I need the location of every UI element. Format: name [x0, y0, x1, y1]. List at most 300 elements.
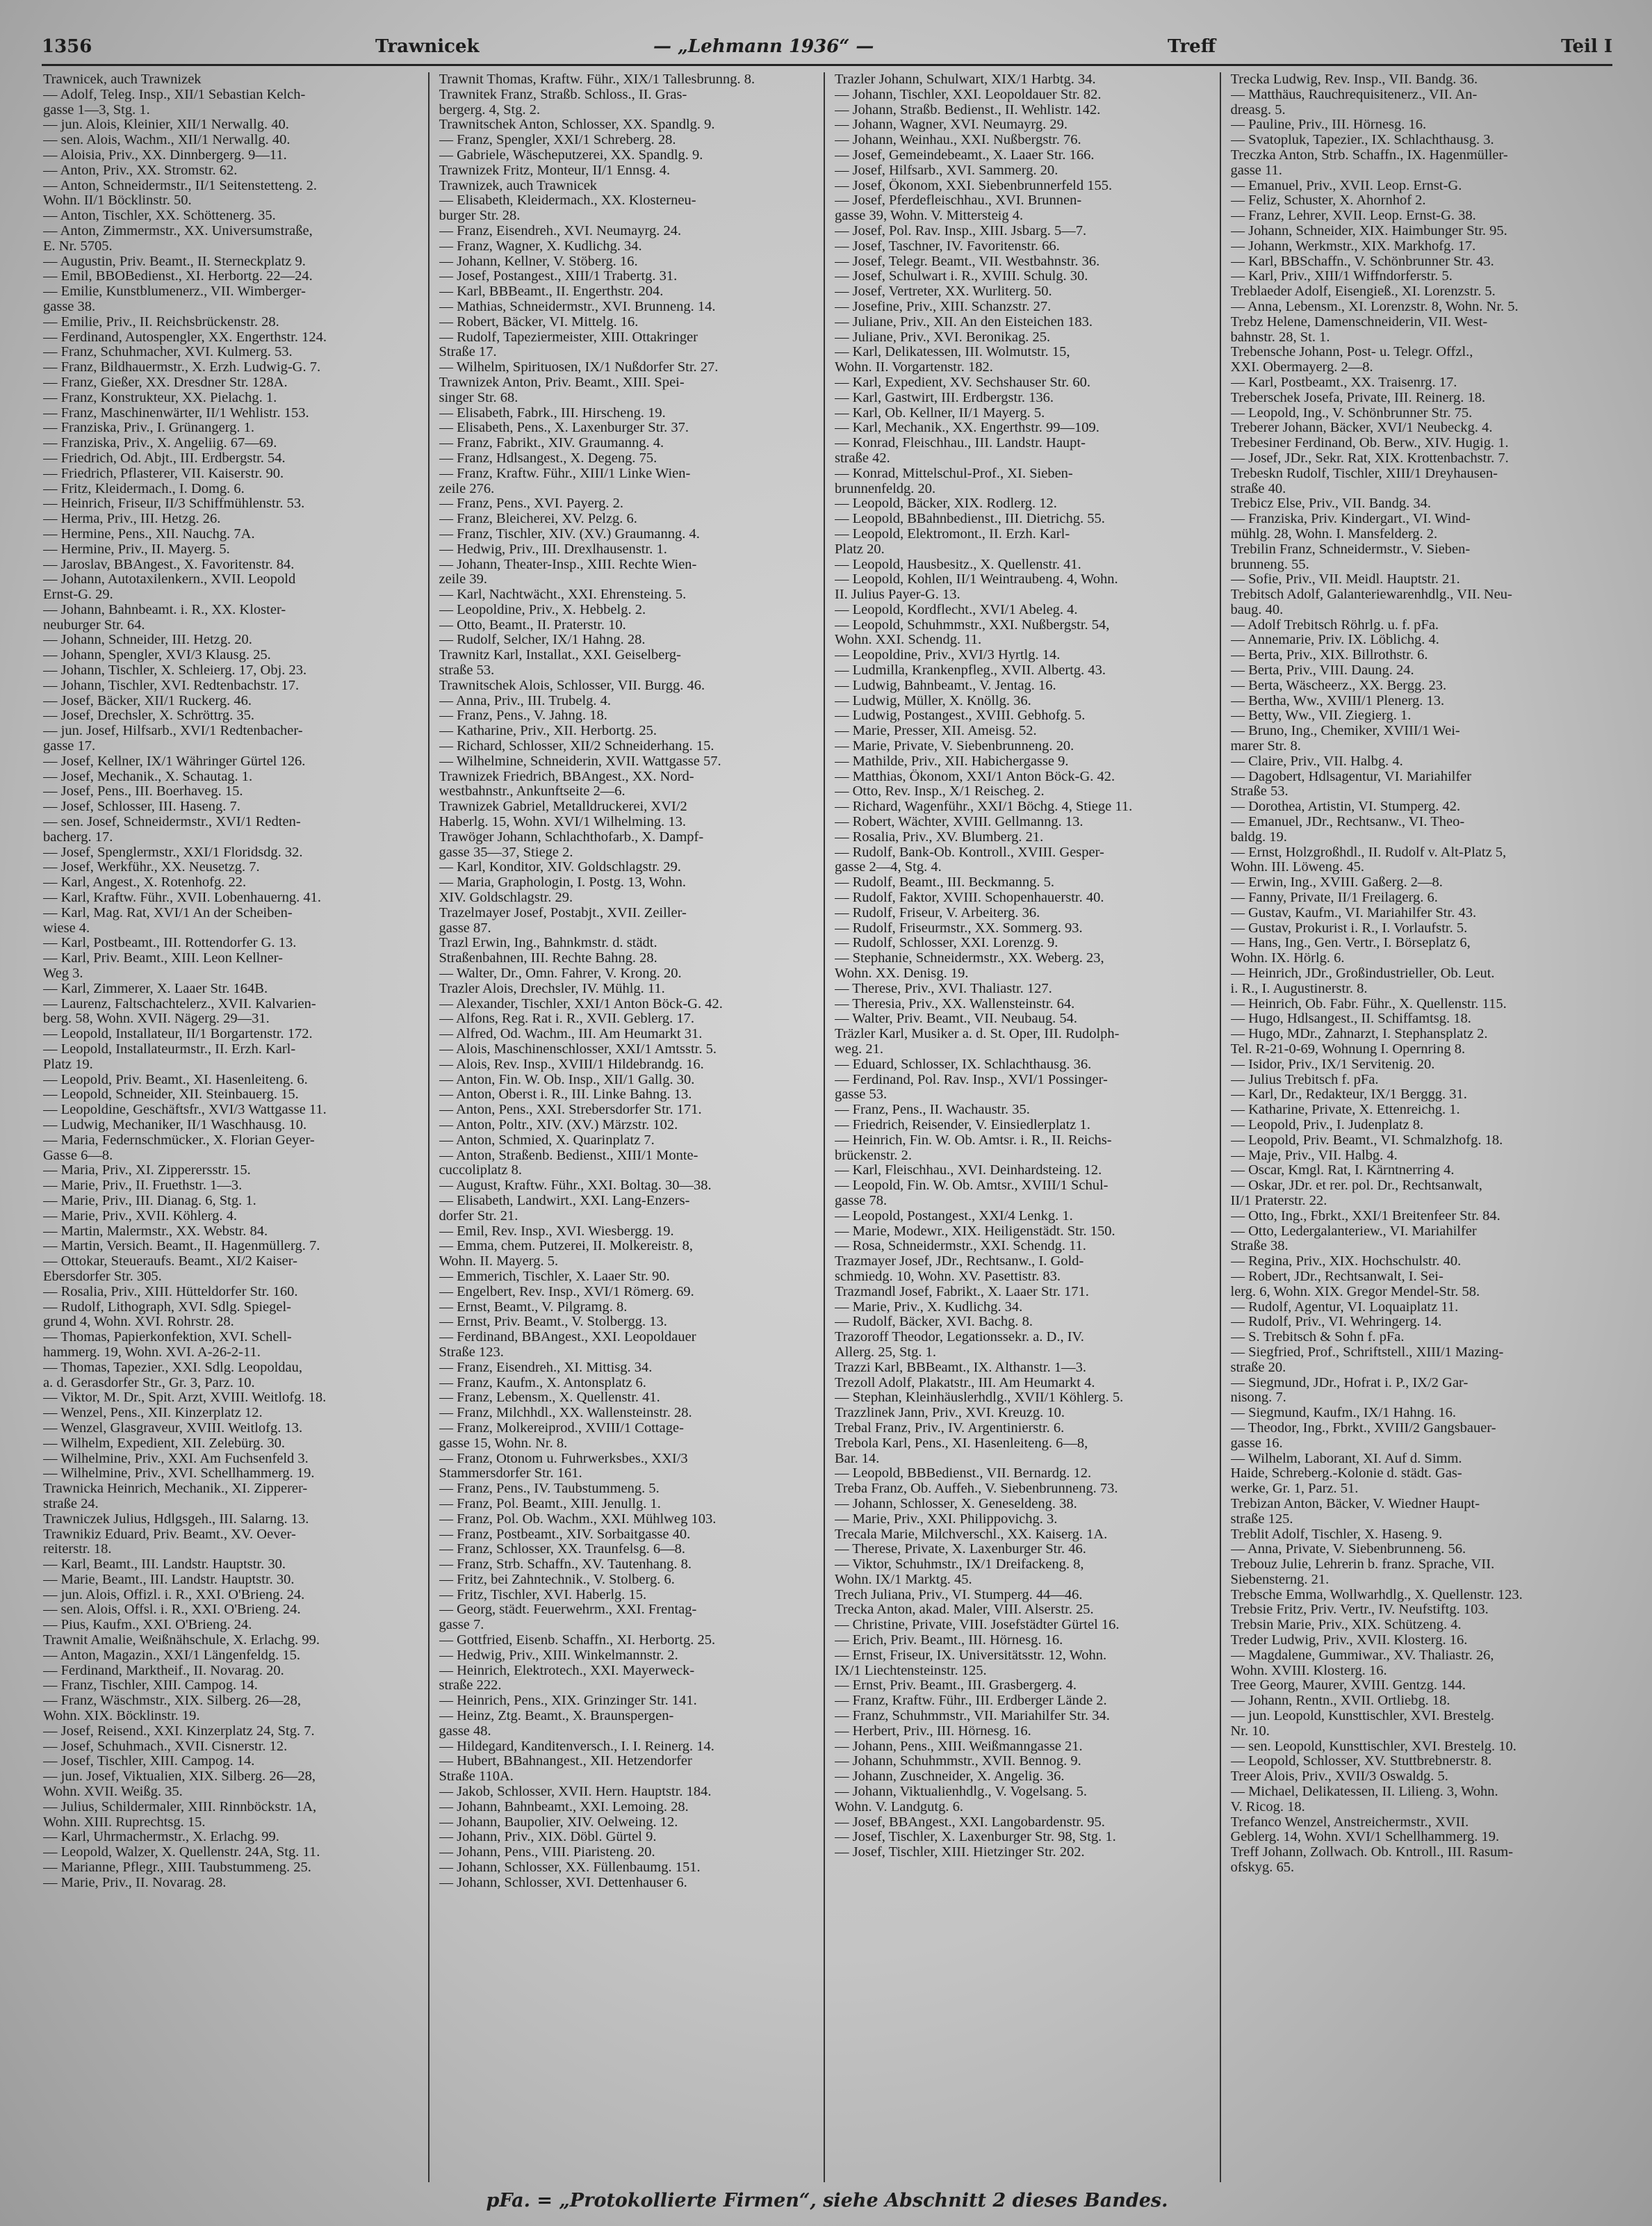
- directory-entry-line: — Leopold, Schuhmmstr., XXI. Nußbergstr. 54,: [835, 617, 1110, 633]
- directory-entry-line: Trawnicek, auch Trawnizek: [43, 72, 202, 87]
- directory-entry-line: — Wilhelm, Laborant, XI. Auf d. Simm.: [1230, 1451, 1462, 1466]
- directory-entry-line: — Josef, Pol. Rav. Insp., XIII. Jsbarg. 5—7.: [835, 223, 1087, 238]
- directory-entry-line: — Franz, Tischler, XIII. Campog. 14.: [43, 1678, 258, 1693]
- directory-entry-line: — Johann, Priv., XIX. Döbl. Gürtel 9.: [439, 1830, 657, 1845]
- directory-entry-line: — Theodor, Ing., Fbrkt., XVIII/2 Gangsbauer-: [1230, 1420, 1496, 1436]
- directory-entry-line: Treba Franz, Ob. Auffeh., V. Siebenbrunneng. 73.: [835, 1481, 1118, 1497]
- directory-entry-line: Trefanco Wenzel, Anstreichermstr., XVII.: [1230, 1814, 1469, 1830]
- directory-entry-line: gasse 53.: [835, 1087, 888, 1103]
- directory-entry-line: ofskyg. 65.: [1230, 1860, 1295, 1876]
- directory-entry-line: — Johann, Werkmstr., XIX. Markhofg. 17.: [1230, 238, 1476, 254]
- directory-entry-line: brückenstr. 2.: [835, 1148, 913, 1163]
- directory-entry-line: Wohn. XXI. Schendg. 11.: [835, 633, 982, 648]
- directory-entry-line: Treberer Johann, Bäcker, XVI/1 Neubeckg. 4.: [1230, 421, 1493, 436]
- directory-entry-line: — Johann, Pens., XIII. Weißmanngasse 21.: [835, 1739, 1083, 1754]
- directory-entry-line: Trebilin Franz, Schneidermstr., V. Sieben-: [1230, 542, 1471, 557]
- directory-entry-line: — Franz, Schuhmmstr., VII. Mariahilfer Str. 34.: [835, 1709, 1110, 1724]
- directory-entry-line: Wohn. II. Mayerg. 5.: [439, 1254, 559, 1269]
- directory-entry-line: — Juliane, Priv., XVI. Beronikag. 25.: [835, 330, 1051, 345]
- directory-entry-line: straße 20.: [1230, 1360, 1286, 1375]
- directory-entry-line: — Johann, Zuschneider, X. Angelig. 36.: [835, 1769, 1065, 1785]
- directory-entry-line: — Jakob, Schlosser, XVII. Hern. Hauptstr. 184.: [439, 1785, 712, 1800]
- directory-entry-line: Trawnizek Anton, Priv. Beamt., XIII. Spei-: [439, 375, 685, 390]
- directory-entry-line: Ebersdorfer Str. 305.: [43, 1269, 162, 1284]
- directory-entry-line: — Ludwig, Postangest., XVIII. Gebhofg. 5.: [835, 708, 1086, 724]
- directory-entry-line: — Hugo, MDr., Zahnarzt, I. Stephansplatz 2.: [1230, 1027, 1488, 1042]
- directory-entry-line: Trawnitschek Alois, Schlosser, VII. Burgg. 46.: [439, 678, 705, 693]
- page-header: [42, 36, 1612, 60]
- directory-entry-line: Trawnizek, auch Trawnicek: [439, 178, 598, 193]
- directory-entry-line: II. Julius Payer-G. 13.: [835, 587, 960, 603]
- directory-entry-line: — Isidor, Priv., IX/1 Servitenig. 20.: [1230, 1057, 1435, 1072]
- directory-entry-line: — Augustin, Priv. Beamt., II. Sterneckplatz 9.: [43, 254, 306, 269]
- directory-entry-line: straße 222.: [439, 1678, 502, 1693]
- directory-entry-line: XXI. Obermayerg. 2—8.: [1230, 360, 1373, 375]
- directory-entry-line: — Alexander, Tischler, XXI/1 Anton Böck-G. 42.: [439, 996, 723, 1012]
- directory-entry-line: — Otto, Ing., Fbrkt., XXI/1 Breitenfeer Str. 84.: [1230, 1208, 1500, 1224]
- directory-entry-line: — Anton, Pens., XXI. Strebersdorfer Str. 171.: [439, 1103, 702, 1118]
- directory-entry-line: — Emil, Rev. Insp., XVI. Wiesbergg. 19.: [439, 1224, 674, 1239]
- directory-entry-line: — Siegfried, Prof., Schriftstell., XIII/1 Mazing-: [1230, 1344, 1504, 1360]
- directory-entry-line: — Marie, Priv., II. Fruethstr. 1—3.: [43, 1178, 243, 1194]
- directory-entry-line: Trawnicka Heinrich, Mechanik., XI. Zipperer-: [43, 1481, 308, 1497]
- directory-entry-line: — Konrad, Mittelschul-Prof., XI. Sieben-: [835, 466, 1073, 481]
- directory-entry-line: — Karl, Fleischhau., XVI. Deinhardsteing. 12.: [835, 1163, 1102, 1178]
- directory-entry-line: — Josef, BBAngest., XXI. Langobardenstr. 95.: [835, 1814, 1105, 1830]
- directory-entry-line: Treff Johann, Zollwach. Ob. Kntroll., III. Rasum-: [1230, 1845, 1514, 1860]
- directory-entry-line: — Karl, Beamt., III. Landstr. Hauptstr. 30.: [43, 1557, 286, 1573]
- directory-entry-line: — Georg, städt. Feuerwehrm., XXI. Frentag-: [439, 1602, 697, 1618]
- directory-entry-line: Trawnitek Franz, Straßb. Schloss., II. Gras-: [439, 87, 687, 102]
- directory-entry-line: Allerg. 25, Stg. 1.: [835, 1344, 936, 1360]
- directory-entry-line: — Josef, Ökonom, XXI. Siebenbrunnerfeld 155.: [835, 178, 1113, 193]
- directory-entry-line: Wohn. XIX. Böcklinstr. 19.: [43, 1709, 200, 1724]
- directory-entry-line: Trebz Helene, Damenschneiderin, VII. West-: [1230, 314, 1488, 330]
- directory-entry-line: — Ferdinand, Autospengler, XX. Engerthstr. 124.: [43, 330, 327, 345]
- directory-entry-line: — Berta, Wäscheerz., XX. Bergg. 23.: [1230, 678, 1447, 693]
- directory-entry-line: Wohn. IX/1 Marktg. 45.: [835, 1572, 972, 1587]
- directory-entry-line: — Ernst, Priv. Beamt., III. Grasbergerg. 4.: [835, 1678, 1077, 1693]
- directory-entry-line: Haberlg. 15, Wohn. XVI/1 Wilhelming. 13.: [439, 815, 686, 830]
- directory-entry-line: II/1 Praterstr. 22.: [1230, 1193, 1327, 1208]
- directory-entry-line: Treder Ludwig, Priv., XVII. Klosterg. 16.: [1230, 1633, 1468, 1648]
- directory-entry-line: — Siegmund, JDr., Hofrat i. P., IX/2 Gar-: [1230, 1375, 1469, 1390]
- directory-entry-line: — Mathias, Schneidermstr., XVI. Brunneng. 14.: [439, 299, 716, 314]
- directory-entry-line: — Heinz, Ztg. Beamt., X. Braunspergen-: [439, 1709, 674, 1724]
- directory-entry-line: Trazoroff Theodor, Legationssekr. a. D., IV.: [835, 1330, 1084, 1345]
- directory-entry-line: E. Nr. 5705.: [43, 238, 113, 254]
- directory-entry-line: — Franz, Schuhmacher, XVI. Kulmerg. 53.: [43, 345, 293, 360]
- directory-entry-line: Treer Alois, Priv., XVII/3 Oswaldg. 5.: [1230, 1769, 1448, 1785]
- directory-entry-line: — Josef, Postangest., XIII/1 Trabertg. 31.: [439, 269, 678, 284]
- directory-entry-line: — Siegmund, Kaufm., IX/1 Hahng. 16.: [1230, 1406, 1457, 1421]
- directory-entry-line: — Josef, JDr., Sekr. Rat, XIX. Krottenbachstr. 7.: [1230, 450, 1509, 466]
- directory-entry-line: — Marie, Private, V. Siebenbrunneng. 20.: [835, 739, 1074, 754]
- directory-entry-line: Treberschek Josefa, Private, III. Reinerg. 18.: [1230, 390, 1486, 405]
- directory-entry-line: — Johann, Kellner, V. Stöberg. 16.: [439, 254, 638, 269]
- directory-entry-line: Trecala Marie, Milchverschl., XX. Kaiserg. 1A.: [835, 1527, 1108, 1542]
- directory-entry-line: — Josef, Taschner, IV. Favoritenstr. 66.: [835, 238, 1060, 254]
- directory-entry-line: — Stephan, Kleinhäuslerhdlg., XVII/1 Köhlerg. 5.: [835, 1390, 1124, 1406]
- directory-entry-line: — Elisabeth, Pens., X. Laxenburger Str. 37.: [439, 421, 689, 436]
- directory-entry-line: — Anna, Private, V. Siebenbrunneng. 56.: [1230, 1542, 1466, 1557]
- directory-entry-line: burger Str. 28.: [439, 209, 521, 224]
- directory-entry-line: — Anna, Lebensm., XI. Lorenzstr. 8, Wohn. Nr. 5.: [1230, 299, 1519, 314]
- directory-entry-line: — Elisabeth, Fabrk., III. Hirscheng. 19.: [439, 405, 666, 421]
- directory-entry-line: Trebsche Emma, Wollwarhdlg., X. Quellenstr. 123.: [1230, 1587, 1523, 1602]
- directory-entry-line: — jun. Josef, Hilfsarb., XVI/1 Redtenbacher-: [43, 724, 303, 739]
- directory-entry-line: — Wilhelmine, Priv., XXI. Am Fuchsenfeld 3.: [43, 1451, 309, 1466]
- directory-entry-line: — Marie, Priv., X. Kudlichg. 34.: [835, 1299, 1023, 1315]
- directory-entry-line: — Michael, Delikatessen, II. Lilieng. 3, Wohn.: [1230, 1785, 1498, 1800]
- directory-entry-line: — Josef, Schuhmach., XVII. Cisnerstr. 12.: [43, 1739, 288, 1754]
- directory-entry-line: Trawnit Amalie, Weißnähschule, X. Erlachg. 99.: [43, 1633, 320, 1648]
- directory-entry-line: Straße 53.: [1230, 784, 1289, 799]
- directory-entry-line: — Maje, Priv., VII. Halbg. 4.: [1230, 1148, 1398, 1163]
- directory-entry-line: Wohn. III. Löweng. 45.: [1230, 860, 1364, 875]
- directory-entry-line: — Wilhelmine, Priv., XVI. Schellhammerg. 19.: [43, 1466, 315, 1481]
- directory-entry-line: — Heinrich, Ob. Fabr. Führ., X. Quellenstr. 115.: [1230, 996, 1507, 1012]
- directory-entry-line: — Emil, BBOBedienst., XI. Herbortg. 22—24.: [43, 269, 313, 284]
- directory-entry-line: Siebensterng. 21.: [1230, 1572, 1330, 1587]
- directory-entry-line: — Karl, Delikatessen, III. Wolmutstr. 15,: [835, 345, 1070, 360]
- directory-entry-line: — Josef, Kellner, IX/1 Währinger Gürtel 126.: [43, 754, 306, 769]
- directory-entry-line: zeile 39.: [439, 572, 487, 587]
- directory-entry-line: — Julius, Schildermaler, XIII. Rinnböckstr. 1A,: [43, 1799, 317, 1814]
- directory-entry-line: — Karl, Uhrmachermstr., X. Erlachg. 99.: [43, 1830, 279, 1845]
- directory-entry-line: Trebal Franz, Priv., IV. Argentinierstr. 6.: [835, 1420, 1065, 1436]
- directory-entry-line: — sen. Josef, Schneidermstr., XVI/1 Redten-: [43, 815, 301, 830]
- directory-entry-line: — Johann, Schlosser, XVI. Dettenhauser 6.: [439, 1875, 687, 1890]
- directory-entry-line: Wohn. XVIII. Klosterg. 16.: [1230, 1663, 1387, 1678]
- directory-entry-line: — Anton, Magazin., XXI/1 Längenfeldg. 15.: [43, 1648, 301, 1663]
- directory-entry-line: — Leopold, Priv. Beamt., VI. Schmalzhofg. 18.: [1230, 1132, 1503, 1148]
- directory-entry-line: — Franz, Wäschmstr., XIX. Silberg. 26—28,: [43, 1693, 302, 1709]
- directory-entry-line: — Richard, Wagenführ., XXI/1 Böchg. 4, Stiege 11.: [835, 799, 1133, 815]
- directory-entry-line: Trawnizek Fritz, Monteur, II/1 Ennsg. 4.: [439, 163, 671, 178]
- directory-entry-line: — Johann, Bahnbeamt., XXI. Lemoing. 28.: [439, 1799, 689, 1814]
- directory-entry-line: marer Str. 8.: [1230, 739, 1301, 754]
- directory-entry-line: — Leopold, Walzer, X. Quellenstr. 24A, Stg. 11.: [43, 1845, 320, 1860]
- directory-entry-line: — Heinrich, JDr., Großindustrieller, Ob. Leut.: [1230, 966, 1495, 982]
- directory-entry-line: — Magdalene, Gummiwar., XV. Thaliastr. 26,: [1230, 1648, 1494, 1663]
- directory-entry-line: — Ferdinand, BBAngest., XXI. Leopoldauer: [439, 1330, 696, 1345]
- directory-entry-line: — Rudolf, Bäcker, XVI. Bachg. 8.: [835, 1315, 1033, 1330]
- directory-entry-line: Platz 19.: [43, 1057, 93, 1072]
- directory-entry-line: — Franz, Lehrer, XVII. Leop. Ernst-G. 38.: [1230, 209, 1476, 224]
- directory-entry-line: — Herbert, Priv., III. Hörnesg. 16.: [835, 1723, 1031, 1739]
- directory-entry-line: Haide, Schreberg.-Kolonie d. städt. Gas-: [1230, 1466, 1462, 1481]
- directory-entry-line: gasse 11.: [1230, 163, 1282, 178]
- directory-entry-line: Trazmandl Josef, Fabrikt., X. Laaer Str. 171.: [835, 1284, 1089, 1299]
- directory-entry-line: Wohn. V. Landgutg. 6.: [835, 1799, 963, 1814]
- directory-entry-line: Treblit Adolf, Tischler, X. Haseng. 9.: [1230, 1527, 1443, 1542]
- directory-entry-line: werke, Gr. 1, Parz. 51.: [1230, 1481, 1359, 1497]
- directory-entry-line: — Karl, Priv., XIII/1 Wiffndorferstr. 5.: [1230, 269, 1453, 284]
- directory-entry-line: — Johann, Autotaxilenkern., XVII. Leopold: [43, 572, 296, 587]
- directory-entry-line: — Franz, Tischler, XIV. (XV.) Graumanng. 4.: [439, 526, 700, 542]
- directory-entry-line: — Hans, Ing., Gen. Vertr., I. Börseplatz 6,: [1230, 936, 1471, 951]
- directory-entry-line: — Karl, Postbeamt., XX. Traisenrg. 17.: [1230, 375, 1457, 390]
- directory-entry-line: — Johann, Spengler, XVI/3 Klausg. 25.: [43, 648, 271, 663]
- directory-entry-line: gasse 7.: [439, 1618, 484, 1633]
- directory-entry-line: — Anton, Tischler, XX. Schöttenerg. 35.: [43, 209, 276, 224]
- directory-entry-line: — Karl, Nachtwächt., XXI. Ehrensteing. 5.: [439, 587, 687, 603]
- directory-entry-line: Wohn. XX. Denisg. 19.: [835, 966, 969, 982]
- directory-entry-line: Trazler Johann, Schulwart, XIX/1 Harbtg. 34.: [835, 72, 1096, 87]
- directory-entry-line: Straße 123.: [439, 1344, 504, 1360]
- directory-entry-line: Trazler Alois, Drechsler, IV. Mühlg. 11.: [439, 981, 665, 996]
- directory-entry-line: — Walter, Dr., Omn. Fahrer, V. Krong. 20.: [439, 966, 682, 982]
- directory-entry-line: — Ludwig, Müller, X. Knöllg. 36.: [835, 693, 1031, 708]
- directory-columns: [43, 72, 1615, 2182]
- directory-entry-line: Nr. 10.: [1230, 1723, 1270, 1739]
- directory-entry-line: — Emilie, Kunstblumenerz., VII. Wimberger-: [43, 284, 306, 300]
- directory-entry-line: — Maria, Graphologin, I. Postg. 13, Wohn.: [439, 875, 687, 891]
- page-footer-note: pFa. = „Protokollierte Firmen“, siehe Abschnitt 2 dieses Bandes.: [486, 2190, 1168, 2211]
- directory-entry-line: Trebensche Johann, Post- u. Telegr. Offzl.,: [1230, 345, 1473, 360]
- directory-entry-line: — Johann, Viktualienhdlg., V. Vogelsang. 5.: [835, 1785, 1088, 1800]
- directory-entry-line: — Friedrich, Pflasterer, VII. Kaiserstr. 90.: [43, 466, 284, 481]
- directory-entry-line: — Gottfried, Eisenb. Schaffn., XI. Herbortg. 25.: [439, 1633, 716, 1648]
- directory-entry-line: — Leopold, Schneider, XII. Steinbauerg. 15.: [43, 1087, 299, 1103]
- directory-entry-line: — Franz, Kraftw. Führ., XIII/1 Linke Wien-: [439, 466, 691, 481]
- directory-entry-line: — Ottokar, Steueraufs. Beamt., XI/2 Kaiser-: [43, 1254, 297, 1269]
- directory-entry-line: — Josef, Bäcker, XII/1 Ruckerg. 46.: [43, 693, 252, 708]
- directory-entry-line: schmiedg. 10, Wohn. XV. Pasettistr. 83.: [835, 1269, 1061, 1284]
- directory-entry-line: — jun. Alois, Kleinier, XII/1 Nerwallg. 40.: [43, 117, 289, 133]
- directory-entry-line: Wohn. XVII. Weißg. 35.: [43, 1785, 183, 1800]
- directory-entry-line: — Anton, Schneidermstr., II/1 Seitenstetteng. 2.: [43, 178, 318, 193]
- directory-entry-line: — Thomas, Tapezier., XXI. Sdlg. Leopoldau,: [43, 1360, 303, 1375]
- directory-entry-line: — Ludwig, Mechaniker, II/1 Waschhausg. 10.: [43, 1117, 307, 1132]
- directory-entry-line: — Leopold, Schlosser, XV. Stuttbrebnerstr. 8.: [1230, 1754, 1492, 1769]
- directory-entry-line: — Josef, Tischler, XIII. Hietzinger Str. 202.: [835, 1845, 1085, 1860]
- directory-entry-line: — Karl, Postbeamt., III. Rottendorfer G. 13.: [43, 936, 297, 951]
- directory-entry-line: gasse 17.: [43, 739, 96, 754]
- directory-entry-line: — Rudolf, Friseur, V. Arbeiterg. 36.: [835, 905, 1040, 920]
- directory-entry-line: gasse 16.: [1230, 1436, 1283, 1451]
- directory-entry-line: — Rosalia, Priv., XIII. Hütteldorfer Str. 160.: [43, 1284, 298, 1299]
- directory-entry-line: — Emma, chem. Putzerei, II. Molkereistr. 8,: [439, 1239, 693, 1254]
- directory-entry-line: — Johann, Pens., VIII. Piaristeng. 20.: [439, 1845, 655, 1860]
- directory-entry-line: — Theresia, Priv., XX. Wallensteinstr. 64.: [835, 996, 1075, 1012]
- directory-entry-line: — Franz, Bleicherei, XV. Pelzg. 6.: [439, 512, 637, 527]
- directory-entry-line: — Hugo, Hdlsangest., II. Schiffamtsg. 18.: [1230, 1012, 1471, 1027]
- directory-entry-line: — Johann, Weinhau., XXI. Nußbergstr. 76.: [835, 133, 1081, 148]
- directory-entry-line: — Alois, Rev. Insp., XVIII/1 Hildebrandg. 16.: [439, 1057, 704, 1072]
- directory-entry-line: straße 125.: [1230, 1511, 1293, 1527]
- directory-entry-line: — Franziska, Priv., I. Grünangerg. 1.: [43, 421, 255, 436]
- directory-entry-line: Treblaeder Adolf, Eisengieß., XI. Lorenzstr. 5.: [1230, 284, 1496, 300]
- directory-entry-line: — Franz, Molkereiprod., XVIII/1 Cottage-: [439, 1420, 684, 1436]
- directory-entry-line: — Josef, Tischler, X. Laxenburger Str. 98, Stg. 1.: [835, 1830, 1116, 1845]
- directory-entry-line: — Rudolf, Selcher, IX/1 Hahng. 28.: [439, 633, 646, 648]
- directory-entry-line: — Friedrich, Od. Abjt., III. Erdbergstr. 54.: [43, 450, 286, 466]
- directory-entry-line: wiese 4.: [43, 920, 90, 936]
- directory-entry-line: — Johann, Straßb. Bedienst., II. Wehlistr. 142.: [835, 102, 1101, 117]
- column-3: [835, 72, 1221, 2182]
- directory-entry-line: Trawnitschek Anton, Schlosser, XX. Spandlg. 9.: [439, 117, 715, 133]
- directory-entry-line: — Anton, Priv., XX. Stromstr. 62.: [43, 163, 238, 178]
- directory-entry-line: — Karl, Kraftw. Führ., XVII. Lobenhauerng. 41.: [43, 891, 322, 906]
- directory-entry-line: — Gustav, Kaufm., VI. Mariahilfer Str. 43.: [1230, 905, 1477, 920]
- directory-entry-line: — Johann, Schneider, XIX. Haimbunger Str. 95.: [1230, 223, 1507, 238]
- directory-entry-line: gasse 48.: [439, 1723, 491, 1739]
- header-title: — „Lehmann 1936“ —: [653, 36, 874, 57]
- directory-entry-line: — Hedwig, Priv., XIII. Winkelmannstr. 2.: [439, 1648, 678, 1663]
- directory-entry-line: Trawnizek Gabriel, Metalldruckerei, XVI/2: [439, 799, 687, 815]
- directory-entry-line: — Franz, Spengler, XXI/1 Schreberg. 28.: [439, 133, 676, 148]
- directory-entry-line: Trecka Ludwig, Rev. Insp., VII. Bandg. 36.: [1230, 72, 1478, 87]
- directory-entry-line: — Viktor, Schuhmstr., IX/1 Dreifackeng. 8,: [835, 1557, 1084, 1573]
- directory-entry-line: — Konrad, Fleischhau., III. Landstr. Haupt-: [835, 436, 1086, 451]
- directory-entry-line: — Anna, Priv., III. Trubelg. 4.: [439, 693, 612, 708]
- directory-entry-line: — Rudolf, Lithograph, XVI. Sdlg. Spiegel-: [43, 1299, 292, 1315]
- directory-entry-line: — Karl, Dr., Redakteur, IX/1 Berggg. 31.: [1230, 1087, 1467, 1103]
- directory-entry-line: Trebsin Marie, Priv., XIX. Schützeng. 4.: [1230, 1618, 1462, 1633]
- directory-entry-line: — Heinrich, Friseur, II/3 Schiffmühlenstr. 53.: [43, 496, 305, 512]
- directory-entry-line: — Johann, Theater-Insp., XIII. Rechte Wien-: [439, 557, 697, 572]
- directory-entry-line: — Franz, Eisendreh., XVI. Neumayrg. 24.: [439, 223, 682, 238]
- directory-entry-line: — Anton, Zimmermstr., XX. Universumstraße,: [43, 223, 313, 238]
- directory-entry-line: baug. 40.: [1230, 602, 1284, 617]
- directory-entry-line: — Josef, Tischler, XIII. Campog. 14.: [43, 1754, 255, 1769]
- directory-entry-line: — Karl, BBSchaffn., V. Schönbrunner Str. 43.: [1230, 254, 1494, 269]
- directory-entry-line: — Marianne, Pflegr., XIII. Taubstummeng. 25.: [43, 1860, 311, 1876]
- directory-entry-line: — Therese, Private, X. Laxenburger Str. 46.: [835, 1542, 1086, 1557]
- directory-entry-line: gasse 15, Wohn. Nr. 8.: [439, 1436, 568, 1451]
- directory-entry-line: — Alfons, Reg. Rat i. R., XVII. Geblerg. 17.: [439, 1012, 694, 1027]
- directory-entry-line: Trebicz Else, Priv., VII. Bandg. 34.: [1230, 496, 1431, 512]
- directory-entry-line: — Emanuel, JDr., Rechtsanw., VI. Theo-: [1230, 815, 1465, 830]
- directory-entry-line: — Juliane, Priv., XII. An den Eisteichen 183.: [835, 314, 1093, 330]
- directory-entry-line: — Rudolf, Friseurmstr., XX. Sommerg. 93.: [835, 920, 1083, 936]
- directory-entry-line: — Josef, Werkführ., XX. Neusetzg. 7.: [43, 860, 260, 875]
- directory-entry-line: — Wenzel, Glasgraveur, XVIII. Weitlofg. 13.: [43, 1420, 303, 1436]
- directory-entry-line: straße 40.: [1230, 481, 1286, 496]
- directory-entry-line: cuccoliplatz 8.: [439, 1163, 523, 1178]
- header-left-name: Trawnicek: [375, 36, 480, 57]
- directory-entry-line: — Otto, Rev. Insp., X/1 Reischeg. 2.: [835, 784, 1045, 799]
- directory-entry-line: Trezoll Adolf, Plakatstr., III. Am Heumarkt 4.: [835, 1375, 1095, 1390]
- directory-entry-line: Trawnizek Friedrich, BBAngest., XX. Nord-: [439, 769, 694, 784]
- directory-entry-line: mühlg. 28, Wohn. I. Mansfelderg. 2.: [1230, 526, 1438, 542]
- directory-entry-line: — Anton, Straßenb. Bedienst., XIII/1 Monte-: [439, 1148, 698, 1163]
- directory-entry-line: — Franz, Wagner, X. Kudlichg. 34.: [439, 238, 642, 254]
- directory-entry-line: — Dorothea, Artistin, VI. Stumperg. 42.: [1230, 799, 1461, 815]
- directory-entry-line: brunnenfeldg. 20.: [835, 481, 936, 496]
- directory-entry-line: — Franz, Schlosser, XX. Traunfelsg. 6—8.: [439, 1542, 685, 1557]
- directory-entry-line: — Elisabeth, Landwirt., XXI. Lang-Enzers-: [439, 1193, 690, 1208]
- directory-entry-line: dorfer Str. 21.: [439, 1208, 518, 1224]
- directory-entry-line: neuburger Str. 64.: [43, 617, 145, 633]
- directory-entry-line: — Otto, Ledergalanteriew., VI. Mariahilfer: [1230, 1224, 1477, 1239]
- directory-entry-line: — Ferdinand, Marktheif., II. Novarag. 20.: [43, 1663, 284, 1678]
- directory-entry-line: Trawnit Thomas, Kraftw. Führ., XIX/1 Tallesbrunng. 8.: [439, 72, 755, 87]
- directory-entry-line: — Karl, Konditor, XIV. Goldschlagstr. 29.: [439, 860, 681, 875]
- directory-entry-line: — Ludwig, Bahnbeamt., V. Jentag. 16.: [835, 678, 1056, 693]
- directory-entry-line: — Leopold, Priv., I. Judenplatz 8.: [1230, 1117, 1424, 1132]
- header-rule: [42, 64, 1612, 66]
- directory-entry-line: — Martin, Versich. Beamt., II. Hagenmüllerg. 7.: [43, 1239, 320, 1254]
- directory-entry-line: — Elisabeth, Kleidermach., XX. Klosterneu-: [439, 193, 696, 209]
- directory-entry-line: — Josefine, Priv., XIII. Schanzstr. 27.: [835, 299, 1052, 314]
- directory-entry-line: bergerg. 4, Stg. 2.: [439, 102, 541, 117]
- directory-entry-line: — Rudolf, Bank-Ob. Kontroll., XVIII. Gesper-: [835, 845, 1104, 860]
- directory-entry-line: — Walter, Priv. Beamt., VII. Neubaug. 54.: [835, 1012, 1078, 1027]
- directory-entry-line: — Johann, Rentn., XVII. Ortliebg. 18.: [1230, 1693, 1450, 1709]
- directory-entry-line: gasse 87.: [439, 920, 491, 936]
- directory-entry-line: — Karl, Gastwirt, III. Erdbergstr. 136.: [835, 390, 1054, 405]
- directory-entry-line: — Josef, Drechsler, X. Schröttrg. 35.: [43, 708, 254, 724]
- directory-entry-line: — Leopold, Kordflecht., XVI/1 Abeleg. 4.: [835, 602, 1078, 617]
- directory-entry-line: — Franz, Otonom u. Fuhrwerksbes., XXI/3: [439, 1451, 688, 1466]
- directory-entry-line: — Hedwig, Priv., III. Drexlhausenstr. 1.: [439, 542, 667, 557]
- directory-entry-line: — Josef, Pens., III. Boerhaveg. 15.: [43, 784, 243, 799]
- directory-entry-line: a. d. Gerasdorfer Str., Gr. 3, Parz. 10.: [43, 1375, 255, 1390]
- directory-entry-line: Trawöger Johann, Schlachthofarb., X. Dampf-: [439, 829, 704, 845]
- directory-entry-line: — Emilie, Priv., II. Reichsbrückenstr. 28.: [43, 314, 279, 330]
- directory-entry-line: — Ernst, Holzgroßhdl., II. Rudolf v. Alt-Platz 5,: [1230, 845, 1507, 860]
- directory-entry-line: — Marie, Priv., XXI. Philippovichg. 3.: [835, 1511, 1058, 1527]
- directory-entry-line: — Pius, Kaufm., XXI. O'Brieng. 24.: [43, 1618, 252, 1633]
- directory-entry-line: Trebouz Julie, Lehrerin b. franz. Sprache, VII.: [1230, 1557, 1495, 1573]
- directory-entry-line: reiterstr. 18.: [43, 1542, 112, 1557]
- directory-entry-line: — Hildegard, Kanditenversch., I. I. Reinerg. 14.: [439, 1739, 714, 1754]
- directory-entry-line: Tel. R-21-0-69, Wohnung I. Opernring 8.: [1230, 1042, 1466, 1057]
- directory-entry-line: — Pauline, Priv., III. Hörnesg. 16.: [1230, 117, 1427, 133]
- directory-entry-line: — Franz, Lebensm., X. Quellenstr. 41.: [439, 1390, 660, 1406]
- directory-entry-line: — Josef, Pferdefleischhau., XVI. Brunnen-: [835, 193, 1082, 209]
- directory-entry-line: — Fanny, Private, II/1 Freilagerg. 6.: [1230, 891, 1438, 906]
- directory-entry-line: Trebola Karl, Pens., XI. Hasenleiteng. 6—8,: [835, 1436, 1088, 1451]
- directory-entry-line: IX/1 Liechtensteinstr. 125.: [835, 1663, 987, 1678]
- directory-entry-line: Treczka Anton, Strb. Schaffn., IX. Hagenmüller-: [1230, 147, 1508, 163]
- directory-entry-line: Straßenbahnen, III. Rechte Bahng. 28.: [439, 951, 657, 966]
- directory-entry-line: gasse 38.: [43, 299, 96, 314]
- directory-entry-line: — Leopold, Postangest., XXI/4 Lenkg. 1.: [835, 1208, 1073, 1224]
- directory-entry-line: — Wenzel, Pens., XII. Kinzerplatz 12.: [43, 1406, 263, 1421]
- directory-entry-line: — Jaroslav, BBAngest., X. Favoritenstr. 84.: [43, 557, 295, 572]
- directory-entry-line: — Maria, Priv., XI. Zipperersstr. 15.: [43, 1163, 251, 1178]
- directory-entry-line: — Leopold, BBBedienst., VII. Bernardg. 12.: [835, 1466, 1092, 1481]
- directory-entry-line: — Emanuel, Priv., XVII. Leop. Ernst-G.: [1230, 178, 1462, 193]
- directory-entry-line: — Franziska, Priv. Kindergart., VI. Wind-: [1230, 512, 1471, 527]
- directory-entry-line: — Oscar, Kmgl. Rat, I. Kärntnerring 4.: [1230, 1163, 1455, 1178]
- directory-entry-line: — Anton, Fin. W. Ob. Insp., XII/1 Gallg. 30.: [439, 1072, 695, 1087]
- directory-entry-line: — Rudolf, Beamt., III. Beckmanng. 5.: [835, 875, 1054, 891]
- directory-entry-line: — Rudolf, Schlosser, XXI. Lorenzg. 9.: [835, 936, 1058, 951]
- directory-entry-line: — Robert, Bäcker, VI. Mittelg. 16.: [439, 314, 639, 330]
- directory-entry-line: Tree Georg, Maurer, XVIII. Gentzg. 144.: [1230, 1678, 1466, 1693]
- directory-entry-line: — Johann, Bahnbeamt. i. R., XX. Kloster-: [43, 602, 286, 617]
- directory-entry-line: — Maria, Federnschmücker., X. Florian Geyer-: [43, 1132, 315, 1148]
- directory-entry-line: — Franz, Pens., II. Wachaustr. 35.: [835, 1103, 1030, 1118]
- directory-entry-line: — Bertha, Ww., XVIII/1 Plenerg. 13.: [1230, 693, 1445, 708]
- directory-entry-line: — Therese, Priv., XVI. Thaliastr. 127.: [835, 981, 1052, 996]
- directory-entry-line: — Heinrich, Elektrotech., XXI. Mayerweck-: [439, 1663, 695, 1678]
- directory-entry-line: straße 53.: [439, 663, 495, 679]
- directory-entry-line: — Josef, Reisend., XXI. Kinzerplatz 24, Stg. 7.: [43, 1723, 315, 1739]
- directory-entry-line: — Gustav, Prokurist i. R., I. Vorlaufstr. 5.: [1230, 920, 1468, 936]
- directory-entry-line: — Sofie, Priv., VII. Meidl. Hauptstr. 21.: [1230, 572, 1460, 587]
- directory-entry-line: — Johann, Schlosser, XX. Füllenbaumg. 151.: [439, 1860, 701, 1876]
- directory-entry-line: — Bruno, Ing., Chemiker, XVIII/1 Wei-: [1230, 724, 1460, 739]
- directory-entry-line: — Rudolf, Tapeziermeister, XIII. Ottakringer: [439, 330, 698, 345]
- directory-entry-line: XIV. Goldschlagstr. 29.: [439, 891, 573, 906]
- directory-entry-line: — Leopold, Installateur, II/1 Borgartenstr. 172.: [43, 1027, 313, 1042]
